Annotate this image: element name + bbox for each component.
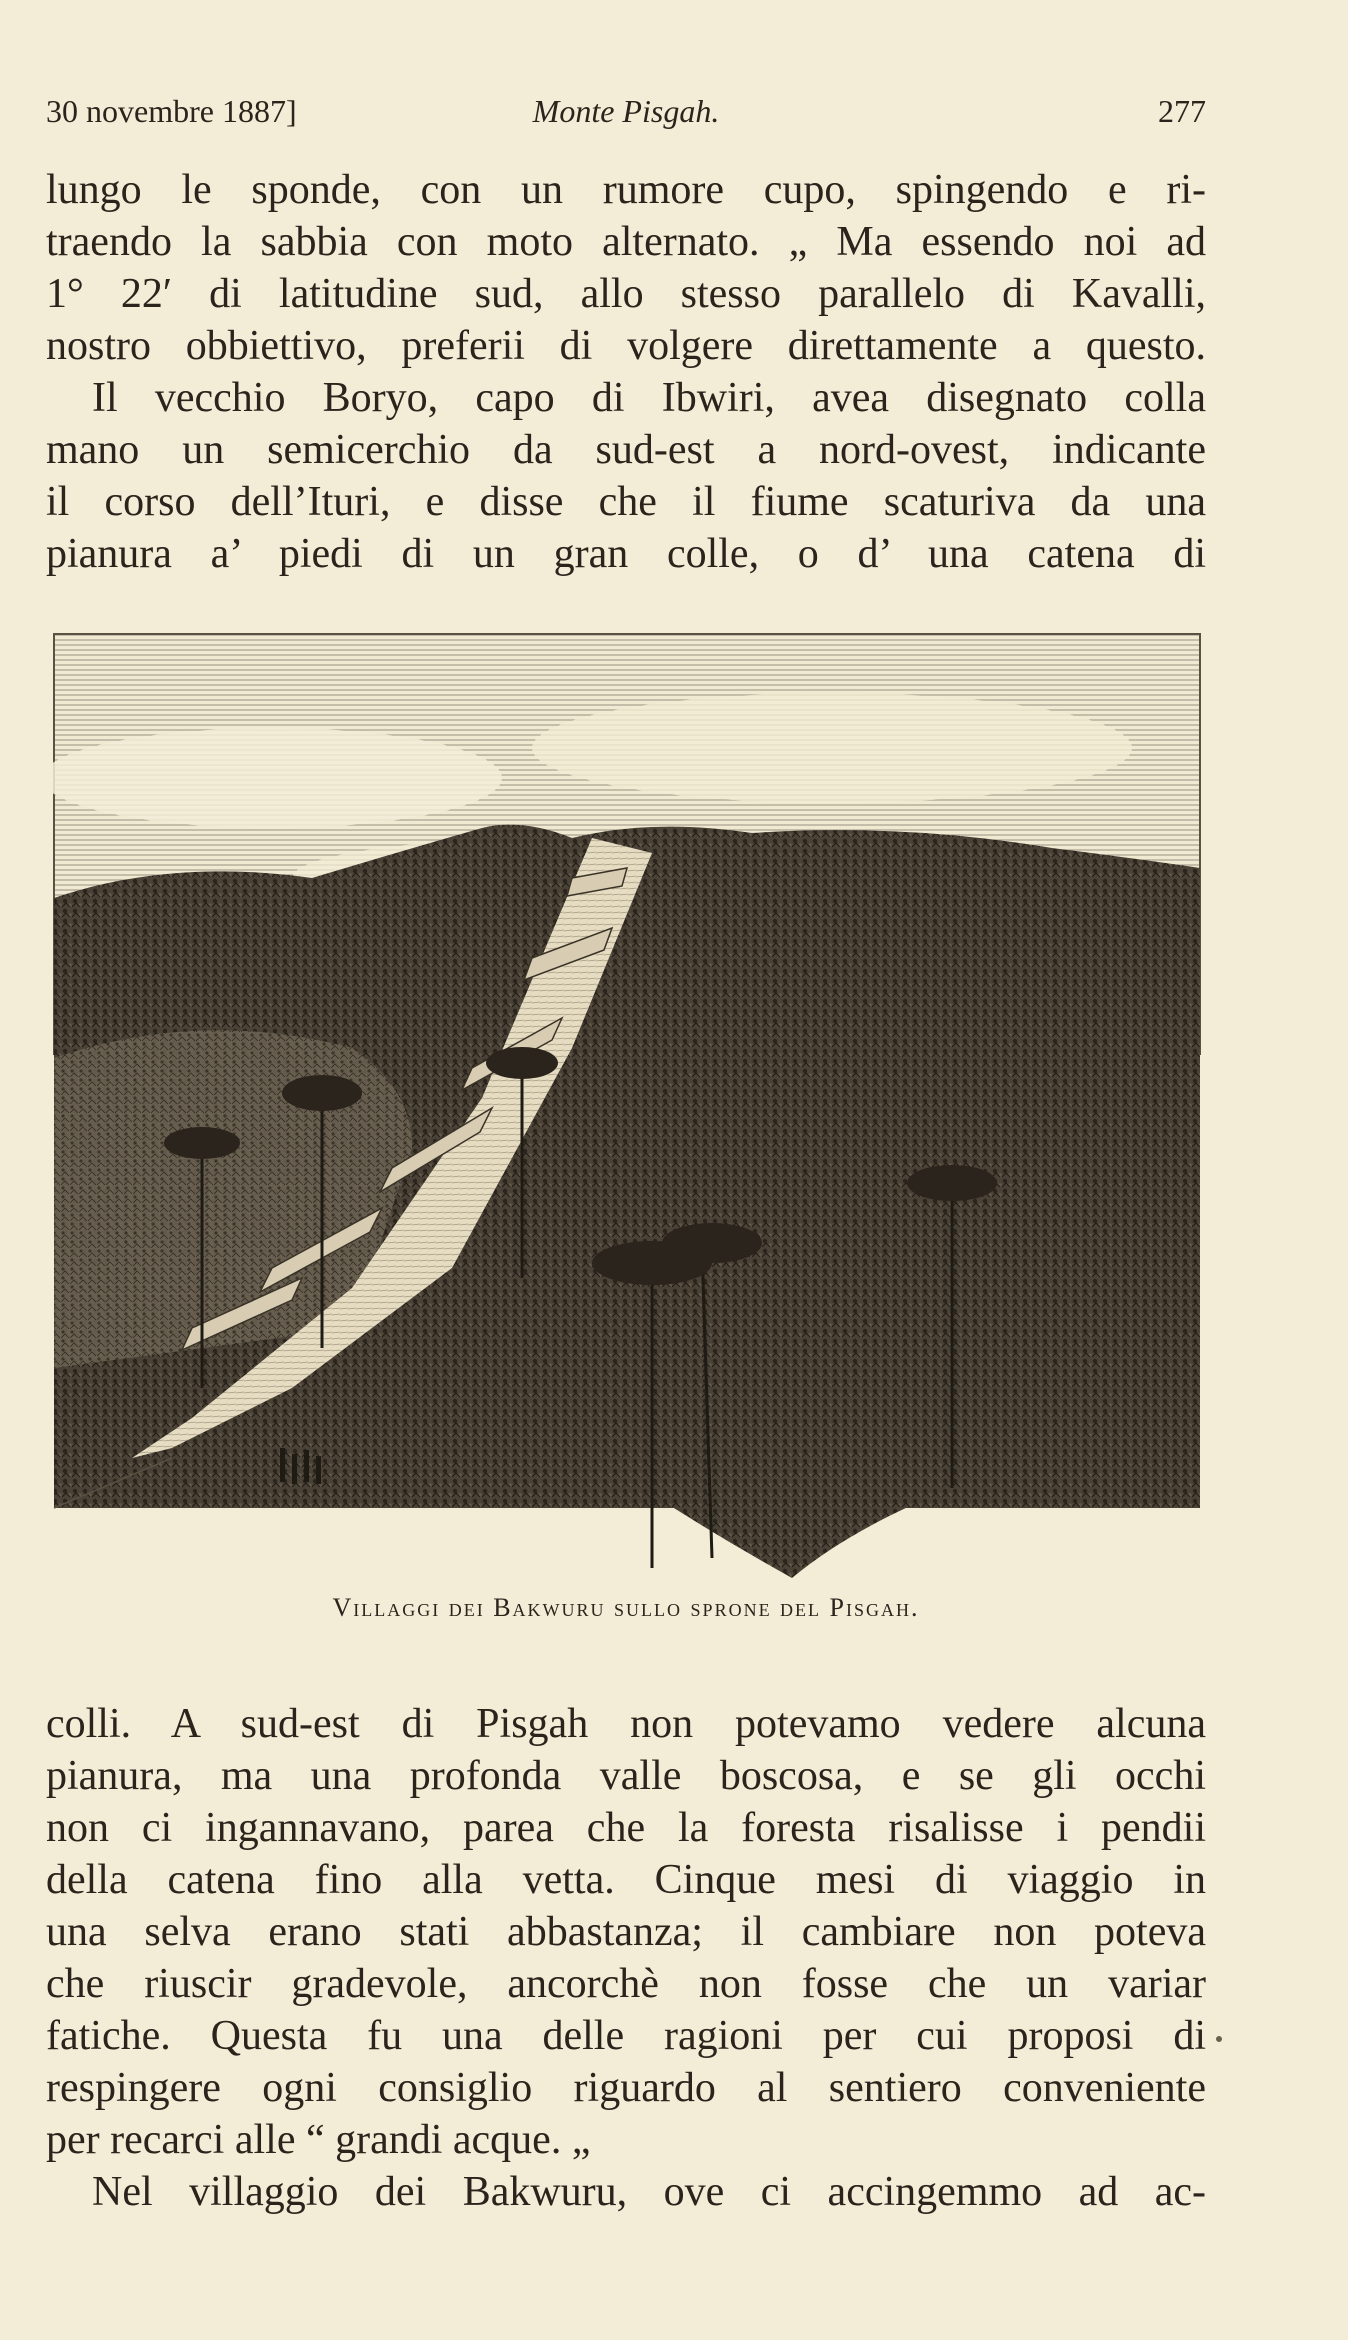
- text-line: nostro obbiettivo, preferii di volgere direttamente a questo.: [46, 323, 1206, 369]
- text-line: fatiche. Questa fu una delle ragioni per cui proposi di: [46, 2013, 1206, 2059]
- text-line: traendo la sabbia con moto alternato. „ Ma essendo noi ad: [46, 219, 1206, 265]
- village-hill-engraving: [52, 628, 1202, 1588]
- running-head: [46, 86, 1206, 136]
- text-line: 1° 22′ di latitudine sud, allo stesso parallelo di Kavalli,: [46, 271, 1206, 317]
- text-line: Nel villaggio dei Bakwuru, ove ci accingemmo ad ac-: [92, 2169, 1206, 2215]
- header-date: 30 novembre 1887]: [46, 93, 297, 129]
- text-line: il corso dell’Ituri, e disse che il fiume scaturiva da una: [46, 479, 1206, 525]
- page-number: 277: [1158, 93, 1206, 129]
- text-line: mano un semicerchio da sud-est a nord-ovest, indicante: [46, 427, 1206, 473]
- text-line: lungo le sponde, con un rumore cupo, spingendo e ri-: [46, 167, 1206, 213]
- figure-caption: Villaggi dei Bakwuru sullo sprone del Pisgah.: [332, 1593, 920, 1622]
- text-line: non ci ingannavano, parea che la foresta risalisse i pendii: [46, 1805, 1206, 1851]
- ink-speck: [1216, 2036, 1222, 2042]
- text-line: per recarci alle “ grandi acque. „: [46, 2117, 591, 2163]
- header-title: Monte Pisgah.: [532, 93, 720, 129]
- text-line: pianura a’ piedi di un gran colle, o d’ una catena di: [46, 531, 1206, 577]
- text-line: una selva erano stati abbastanza; il cambiare non poteva: [46, 1909, 1206, 1955]
- text-line: della catena fino alla vetta. Cinque mesi di viaggio in: [46, 1857, 1206, 1903]
- text-line: Il vecchio Boryo, capo di Ibwiri, avea disegnato colla: [92, 375, 1206, 421]
- text-line: che riuscir gradevole, ancorchè non fosse che un variar: [46, 1961, 1206, 2007]
- text-line: respingere ogni consiglio riguardo al sentiero conveniente: [46, 2065, 1206, 2111]
- text-line: colli. A sud-est di Pisgah non potevamo vedere alcuna: [46, 1701, 1206, 1747]
- engraving-illustration: [52, 628, 1202, 1588]
- text-line: pianura, ma una profonda valle boscosa, e se gli occhi: [46, 1753, 1206, 1799]
